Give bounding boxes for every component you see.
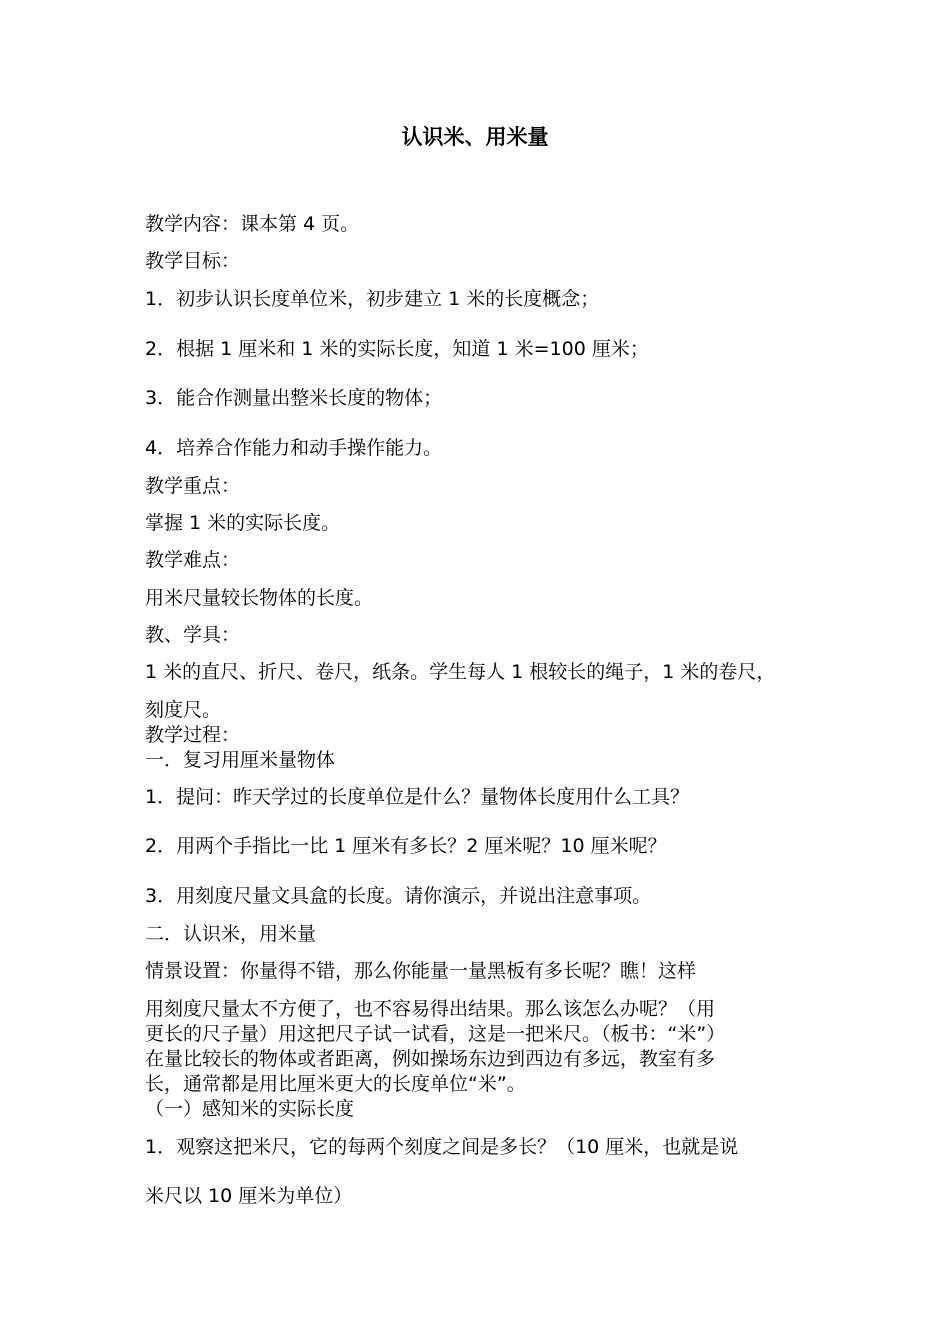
text-line: 1．观察这把米尺，它的每两个刻度之间是多长？（10 厘米，也就是说 [145,1136,739,1158]
text-line: 2．用两个手指比一比 1 厘米有多长？2 厘米呢？10 厘米呢？ [145,835,667,857]
text-line: 1．提问：昨天学过的长度单位是什么？量物体长度用什么工具？ [145,786,690,808]
document-title: 认识米、用米量 [401,125,549,149]
text-line: 用米尺量较长物体的长度。 [145,587,374,609]
text-line: 情景设置：你量得不错，那么你能量一量黑板有多长呢？瞧！这样 [145,960,697,982]
section-heading: 二．认识米，用米量 [145,923,317,945]
text-line: 教、学具： [145,624,241,646]
text-line: 4．培养合作能力和动手操作能力。 [145,437,443,459]
text-line: 掌握 1 米的实际长度。 [145,512,341,534]
text-line: 长，通常都是用比厘米更大的长度单位“米”。 [145,1073,526,1095]
text-line: 1．初步认识长度单位米，初步建立 1 米的长度概念； [145,288,600,310]
text-line: 米尺以 10 厘米为单位） [145,1185,353,1207]
text-line: 刻度尺。 [145,699,222,721]
text-line: 3．能合作测量出整米长度的物体； [145,387,443,409]
text-line: 教学目标： [145,250,241,272]
text-line: 教学过程： [145,724,241,746]
text-line: 1 米的直尺、折尺、卷尺，纸条。学生每人 1 根较长的绳子，1 米的卷尺， [145,661,776,683]
text-line: 更长的尺子量）用这把尺子试一试看，这是一把米尺。（板书：“米”） [145,1023,726,1045]
text-line: 教学内容：课本第 4 页。 [145,213,360,235]
text-line: 3．用刻度尺量文具盒的长度。请你演示，并说出注意事项。 [145,885,652,907]
text-line: 教学重点： [145,475,241,497]
text-line: 用刻度尺量太不方便了，也不容易得出结果。那么该怎么办呢？（用 [145,998,716,1020]
section-heading: 一．复习用厘米量物体 [145,749,336,771]
text-line: 在量比较长的物体或者距离，例如操场东边到西边有多远，教室有多 [145,1048,716,1070]
text-line: 2．根据 1 厘米和 1 米的实际长度，知道 1 米=100 厘米； [145,338,649,360]
section-heading: （一）感知米的实际长度 [145,1098,355,1120]
text-line: 教学难点： [145,549,241,571]
